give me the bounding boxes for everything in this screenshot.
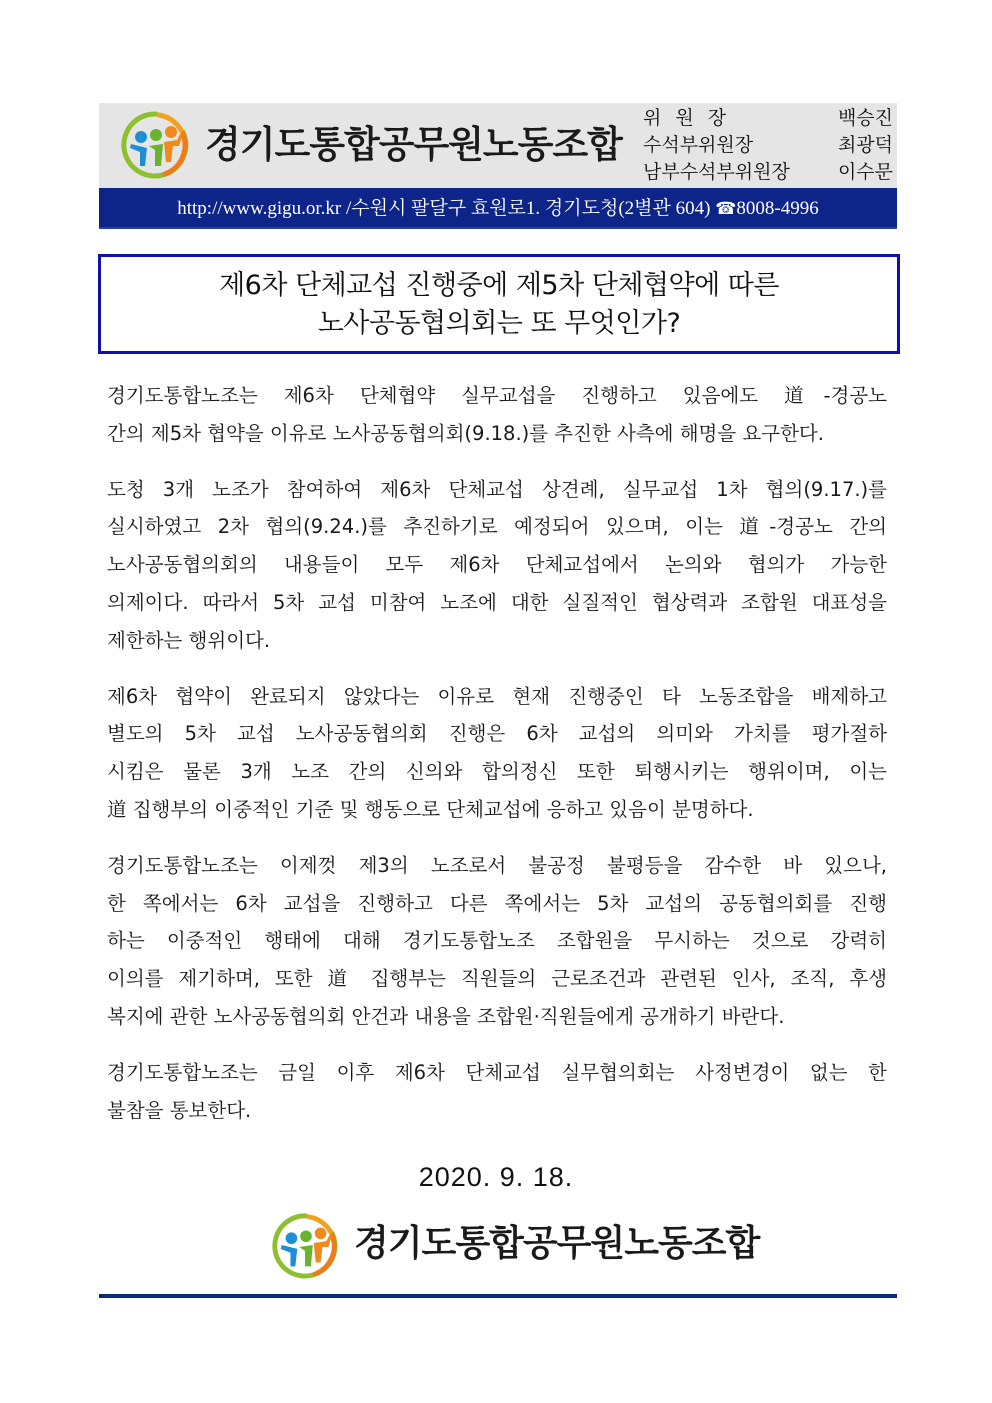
text-line: 별도의 5차 교섭 노사공동협의회 진행은 6차 교섭의 의미와 가치를 평가절하 [107,722,887,746]
letterhead [99,103,897,229]
text-line: 경기도통합노조는 이제껏 제3의 노조로서 불공정 불평등을 감수한 바 있으나, [107,853,887,877]
org-name: 경기도통합공무원노동조합 [205,123,622,166]
text-line: 의제이다. 따라서 5차 교섭 미참여 노조에 대한 실질적인 협상력과 조합원 대표성을 [107,590,887,614]
text-line: 경기도통합노조는 제6차 단체협약 실무교섭을 진행하고 있음에도 道-경공노 [107,384,887,407]
paragraph-2 [107,471,887,660]
footer-signature [272,1212,760,1282]
document-title-line-1: 제6차 단체교섭 진행중에 제5차 단체협약에 따른 [219,270,779,301]
website-link[interactable]: http://www.gigu.or.kr [177,198,342,219]
address: /수원시 팔달구 효원로1. 경기도청(2별관 604) [345,198,711,219]
officer-role: 수석부위원장 [643,134,754,156]
union-people-logo-icon [272,1212,340,1280]
officer-role: 남부수석부위원장 [643,161,790,183]
document-title-line-2: 노사공동협의회는 또 무엇인가? [317,308,681,339]
officer-role: 위원장 [643,107,741,129]
text-line: 제6차 협약이 완료되지 않았다는 이유로 현재 진행중인 타 노동조합을 배제하고 [107,684,887,708]
officer-name: 이수문 [837,161,893,183]
paragraph-1 [107,377,887,453]
text-line: 한 쪽에서는 6차 교섭을 진행하고 다른 쪽에서는 5차 교섭의 공동협의회를 진행 [107,891,887,915]
footer-divider [99,1294,897,1298]
document-title-box [98,254,900,354]
paragraph-5 [107,1054,887,1130]
officer-row [643,132,893,159]
officers-list [643,105,893,186]
officer-row [643,105,893,132]
union-people-logo-icon [121,110,191,180]
phone-number: 8008-4996 [736,198,819,219]
text-line: 시킴은 물론 3개 노조 간의 신의와 합의정신 또한 퇴행시키는 행위이며, 이는 [107,760,887,784]
text-line: 道 집행부의 이중적인 기준 및 행동으로 단체교섭에 응하고 있음이 분명하다. [107,797,754,821]
text-line: 간의 제5차 협약을 이유로 노사공동협의회(9.18.)를 추진한 사측에 해명을 요구한다. [107,421,824,445]
text-line: 실시하였고 2차 협의(9.24.)를 추진하기로 예정되어 있으며, 이는 道-경공노 간의 [107,515,887,539]
text-line: 불참을 통보한다. [107,1098,252,1122]
officer-name: 최광덕 [837,134,893,156]
document-date: 2020. 9. 18. [418,1162,574,1192]
text-line: 하는 이중적인 행태에 대해 경기도통합노조 조합원을 무시하는 것으로 강력히 [107,929,887,953]
statement-body [107,377,887,1147]
text-line: 이의를 제기하며, 또한 道 집행부는 직원들의 근로조건과 관련된 인사, 조직, 후생 [107,967,887,991]
officer-name: 백승진 [837,107,893,129]
phone-icon: ☎ [715,199,737,218]
text-line: 복지에 관한 노사공동협의회 안건과 내용을 조합원·직원들에게 공개하기 바란다. [107,1004,785,1028]
footer-org-name: 경기도통합공무원노동조합 [354,1223,760,1264]
text-line: 노사공동협의회의 내용들이 모두 제6차 단체교섭에서 논의와 협의가 가능한 [107,553,887,577]
text-line: 도청 3개 노조가 참여하여 제6차 단체교섭 상견례, 실무교섭 1차 협의(9.17.)를 [107,477,887,501]
letterhead-top [99,103,897,188]
paragraph-3 [107,678,887,829]
contact-band [99,188,897,229]
officer-row [643,159,893,186]
paragraph-4 [107,847,887,1036]
text-line: 경기도통합노조는 금일 이후 제6차 단체교섭 실무협의회는 사정변경이 없는 한 [107,1060,887,1084]
text-line: 제한하는 행위이다. [107,628,271,652]
